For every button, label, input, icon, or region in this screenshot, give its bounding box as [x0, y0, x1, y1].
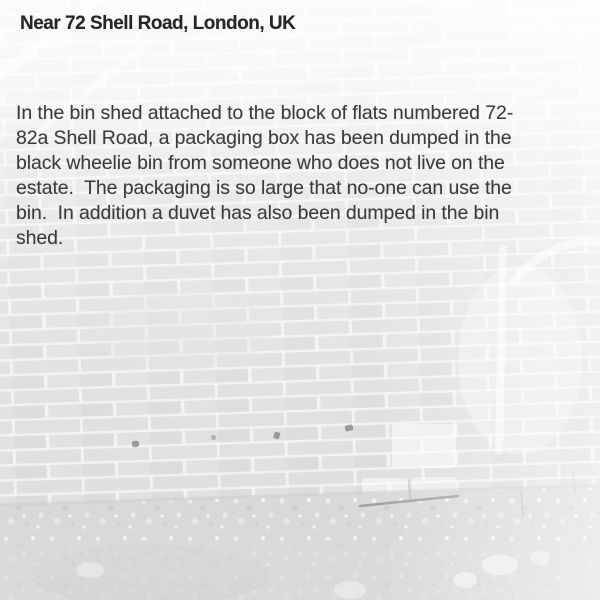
report-location-title: Near 72 Shell Road, London, UK	[20, 13, 296, 34]
report-description: In the bin shed attached to the block of flats numbered 72-82a Shell Road, a packaging box has been dumped in the black wheelie bin from someone who does not live on the estate. The packaging is so large that no-one can use the bin. In addition a duvet has also been dumped in the bin shed.	[16, 102, 518, 249]
